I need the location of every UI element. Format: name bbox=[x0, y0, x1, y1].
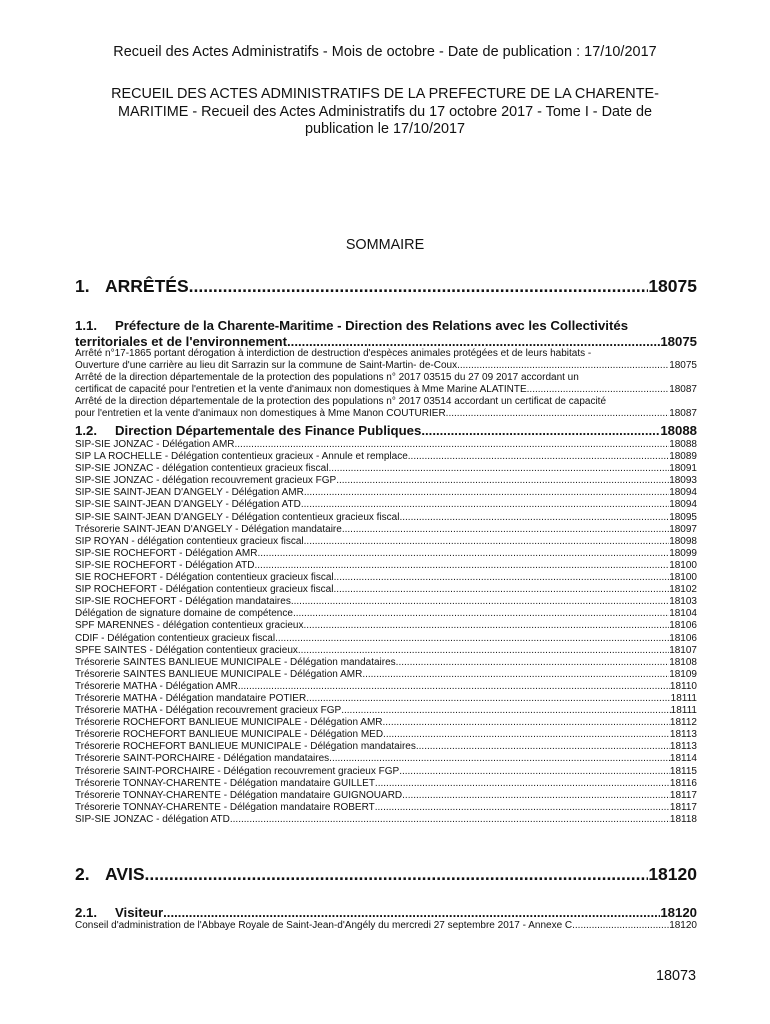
entry-page: 18109 bbox=[669, 668, 697, 680]
entry-text-line: Arrêté n°17-1865 portant dérogation à interdiction de destruction d'espèces animales protégées et de leurs habitats - bbox=[75, 348, 592, 359]
entry-text-line: Arrêté de la direction départementale de la protection des populations n° 2017 03515 du 27 09 2017 accordant un bbox=[75, 372, 579, 384]
entry-page: 18099 bbox=[669, 547, 697, 559]
toc-entry[interactable] bbox=[75, 596, 697, 608]
subsection-page: 18120 bbox=[660, 905, 697, 920]
entry-text: SIE ROCHEFORT - Délégation contentieux gracieux fiscal bbox=[75, 572, 334, 584]
dot-leader bbox=[275, 633, 669, 645]
entry-page: 18094 bbox=[669, 499, 697, 511]
entry-page: 18116 bbox=[669, 777, 697, 789]
toc-entry[interactable] bbox=[75, 633, 697, 645]
entry-page: 18113 bbox=[669, 729, 697, 741]
subsection-number: 2.1. bbox=[75, 905, 97, 920]
toc-entries-visiteur bbox=[75, 920, 697, 932]
toc-entry[interactable] bbox=[75, 753, 697, 765]
toc-entry[interactable] bbox=[75, 608, 697, 620]
entry-page: 18089 bbox=[669, 451, 697, 463]
toc-entry[interactable] bbox=[75, 372, 697, 396]
subsection-label: Visiteur bbox=[115, 905, 164, 920]
entry-page: 18094 bbox=[669, 487, 697, 499]
dot-leader bbox=[328, 463, 669, 475]
toc-entries-prefecture bbox=[75, 348, 697, 421]
entry-text: Trésorerie SAINTES BANLIEUE MUNICIPALE - Délégation AMR bbox=[75, 668, 363, 680]
toc-entry[interactable] bbox=[75, 487, 697, 499]
toc-entry[interactable] bbox=[75, 814, 697, 826]
document-title bbox=[75, 86, 695, 139]
toc-subsection-ddfip[interactable] bbox=[75, 423, 697, 438]
toc-entry[interactable] bbox=[75, 560, 697, 572]
dot-leader bbox=[336, 475, 669, 487]
entry-text: SIP-SIE JONZAC - délégation ATD bbox=[75, 813, 230, 825]
dot-leader bbox=[383, 729, 670, 741]
entry-page: 18118 bbox=[669, 813, 697, 825]
dot-leader bbox=[457, 360, 669, 372]
entry-page: 18111 bbox=[670, 692, 697, 704]
section-label: ARRÊTÉS bbox=[105, 276, 189, 296]
entry-page: 18102 bbox=[669, 584, 697, 596]
entry-page: 18114 bbox=[669, 753, 697, 765]
entry-text: SIP-SIE SAINT-JEAN D'ANGELY - Délégation ATD bbox=[75, 499, 301, 511]
dot-leader bbox=[230, 814, 670, 826]
toc-entry[interactable] bbox=[75, 657, 697, 669]
document-title-line: RECUEIL DES ACTES ADMINISTRATIFS DE LA PREFECTURE DE LA CHARENTE- bbox=[111, 86, 659, 102]
toc-entry[interactable] bbox=[75, 681, 697, 693]
dot-leader bbox=[257, 548, 669, 560]
entry-page: 18106 bbox=[669, 620, 697, 632]
toc-entry[interactable] bbox=[75, 645, 697, 657]
entry-text: Trésorerie TONNAY-CHARENTE - Délégation mandataire ROBERT bbox=[75, 801, 375, 813]
section-number: 1. bbox=[75, 276, 90, 296]
toc-entry[interactable] bbox=[75, 669, 697, 681]
subsection-label: Direction Départementale des Finance Publiques bbox=[115, 423, 422, 438]
toc-entry[interactable] bbox=[75, 729, 697, 741]
dot-leader bbox=[399, 766, 670, 778]
entry-page: 18111 bbox=[670, 705, 697, 717]
toc-entry[interactable] bbox=[75, 572, 697, 584]
entry-text: SPF MARENNES - délégation contentieux gracieux bbox=[75, 620, 304, 632]
toc-entry[interactable] bbox=[75, 475, 697, 487]
entry-page: 18112 bbox=[669, 717, 697, 729]
toc-entry[interactable] bbox=[75, 766, 697, 778]
dot-leader bbox=[235, 439, 670, 451]
entry-text: SIP-SIE JONZAC - Délégation AMR bbox=[75, 439, 235, 450]
entry-page: 18075 bbox=[669, 360, 697, 372]
dot-leader bbox=[446, 408, 670, 420]
section-number: 2. bbox=[75, 864, 90, 884]
entry-text-line: Arrêté de la direction départementale de la protection des populations n° 2017 03514 accordant un certificat de capacité bbox=[75, 396, 607, 408]
page-number: 18073 bbox=[655, 968, 696, 984]
section-page: 18120 bbox=[648, 864, 697, 884]
entry-text: Trésorerie SAINTES BANLIEUE MUNICIPALE - Délégation mandataires bbox=[75, 656, 396, 668]
dot-leader bbox=[163, 905, 660, 920]
entry-text: Trésorerie MATHA - Délégation recouvrement gracieux FGP bbox=[75, 705, 342, 717]
entry-text: SIP-SIE ROCHEFORT - Délégation ATD bbox=[75, 559, 255, 571]
entry-page: 18104 bbox=[669, 608, 697, 620]
toc-entry[interactable] bbox=[75, 451, 697, 463]
dot-leader bbox=[341, 705, 670, 717]
dot-leader bbox=[572, 920, 669, 932]
dot-leader bbox=[396, 657, 670, 669]
toc-entry[interactable] bbox=[75, 584, 697, 596]
entry-text: Trésorerie MATHA - Délégation mandataire POTIER bbox=[75, 692, 307, 704]
entry-text: SIP-SIE SAINT-JEAN D'ANGELY - Délégation contentieux gracieux fiscal bbox=[75, 511, 400, 523]
entry-text: Trésorerie SAINT-PORCHAIRE - Délégation recouvrement gracieux FGP bbox=[75, 765, 400, 777]
toc-entry[interactable] bbox=[75, 396, 697, 420]
toc-entry[interactable] bbox=[75, 548, 697, 560]
entry-text-line: pour l'entretien et la vente d'animaux non domestiques à Mme Manon COUTURIER bbox=[75, 408, 446, 420]
entry-page: 18100 bbox=[669, 572, 697, 584]
entry-page: 18100 bbox=[669, 559, 697, 571]
entry-page: 18093 bbox=[669, 475, 697, 487]
entry-text-line: Ouverture d'une carrière au lieu dit Sarrazin sur la commune de Saint-Martin- de-Coux bbox=[75, 360, 458, 372]
dot-leader bbox=[304, 487, 669, 499]
subsection-number: 1.2. bbox=[75, 423, 97, 438]
entry-text: SPFE SAINTES - Délégation contentieux gracieux bbox=[75, 644, 298, 656]
entry-text: SIP ROYAN - délégation contentieux gracieux fiscal bbox=[75, 535, 304, 547]
entry-page: 18108 bbox=[669, 656, 697, 668]
toc-entry[interactable] bbox=[75, 620, 697, 632]
toc-subsection-prefecture[interactable] bbox=[75, 318, 697, 350]
sommaire-heading: SOMMAIRE bbox=[345, 237, 425, 253]
entry-text: SIP-SIE ROCHEFORT - Délégation AMR bbox=[75, 547, 258, 559]
entry-page: 18097 bbox=[669, 523, 697, 535]
dot-leader bbox=[301, 499, 669, 511]
dot-leader bbox=[383, 717, 670, 729]
entry-page: 18110 bbox=[669, 680, 697, 692]
entry-text: CDIF - Délégation contentieux gracieux fiscal bbox=[75, 632, 276, 644]
entry-text: SIP ROCHEFORT - Délégation contentieux gracieux fiscal bbox=[75, 584, 334, 596]
toc-entry[interactable] bbox=[75, 705, 697, 717]
entry-page: 18087 bbox=[669, 384, 697, 396]
subsection-label-continued: territoriales et de l'environnement bbox=[75, 334, 287, 349]
entry-text: Trésorerie ROCHEFORT BANLIEUE MUNICIPALE - Délégation mandataires bbox=[75, 741, 416, 753]
toc-entry[interactable] bbox=[75, 741, 697, 753]
dot-leader bbox=[527, 384, 670, 396]
toc-entries-ddfip bbox=[75, 439, 697, 826]
toc-subsection-visiteur[interactable] bbox=[75, 905, 697, 920]
toc-entry[interactable] bbox=[75, 920, 697, 932]
entry-text: SIP-SIE JONZAC - délégation contentieux gracieux fiscal bbox=[75, 463, 329, 475]
toc-entry[interactable] bbox=[75, 439, 697, 451]
toc-entry[interactable] bbox=[75, 693, 697, 705]
entry-text: SIP-SIE ROCHEFORT - Délégation mandataires bbox=[75, 596, 291, 608]
dot-leader bbox=[255, 560, 670, 572]
dot-leader bbox=[421, 423, 660, 438]
toc-entry[interactable] bbox=[75, 717, 697, 729]
running-header: Recueil des Actes Administratifs - Mois de octobre - Date de publication : 17/10/2017 bbox=[113, 44, 657, 60]
entry-page: 18113 bbox=[669, 741, 697, 753]
toc-entry[interactable] bbox=[75, 536, 697, 548]
document-title-line: publication le 17/10/2017 bbox=[304, 121, 466, 137]
subsection-page: 18088 bbox=[660, 423, 697, 438]
subsection-label: Préfecture de la Charente-Maritime - Direction des Relations avec les Collectivités bbox=[115, 318, 629, 333]
dot-leader bbox=[298, 645, 669, 657]
toc-entry[interactable] bbox=[75, 524, 697, 536]
entry-page: 18115 bbox=[669, 765, 697, 777]
entry-page: 18107 bbox=[669, 644, 697, 656]
entry-text: SIP LA ROCHELLE - Délégation contentieux gracieux - Annule et remplace bbox=[75, 451, 408, 463]
entry-text: Trésorerie TONNAY-CHARENTE - Délégation mandataire GUIGNOUARD bbox=[75, 789, 403, 801]
entry-page: 18120 bbox=[669, 920, 697, 931]
dot-leader bbox=[238, 681, 670, 693]
toc-section-avis[interactable] bbox=[75, 864, 697, 885]
entry-page: 18091 bbox=[669, 463, 697, 475]
document-title-line: MARITIME - Recueil des Actes Administratifs du 17 octobre 2017 - Tome I - Date de bbox=[117, 103, 653, 120]
entry-text: Trésorerie TONNAY-CHARENTE - Délégation mandataire GUILLET bbox=[75, 777, 375, 789]
entry-page: 18117 bbox=[669, 801, 697, 813]
entry-page: 18103 bbox=[669, 596, 697, 608]
entry-page: 18098 bbox=[669, 535, 697, 547]
subsection-number: 1.1. bbox=[75, 318, 97, 333]
entry-text: Trésorerie ROCHEFORT BANLIEUE MUNICIPALE - Délégation MED bbox=[75, 729, 384, 741]
dot-leader bbox=[329, 753, 670, 765]
dot-leader bbox=[189, 276, 649, 297]
toc-entry[interactable] bbox=[75, 778, 697, 790]
dot-leader bbox=[145, 864, 649, 885]
entry-text-line: certificat de capacité pour l'entretien et la vente d'animaux non domestiques à Mme Marine ALATINTE bbox=[75, 384, 527, 396]
entry-text: Trésorerie SAINT-PORCHAIRE - Délégation mandataires bbox=[75, 753, 330, 765]
dot-leader bbox=[362, 669, 669, 681]
dot-leader bbox=[333, 584, 669, 596]
toc-entry[interactable] bbox=[75, 512, 697, 524]
dot-leader bbox=[375, 778, 670, 790]
dot-leader bbox=[334, 572, 670, 584]
toc-section-arretes[interactable] bbox=[75, 276, 697, 297]
entry-text: SIP-SIE SAINT-JEAN D'ANGELY - Délégation AMR bbox=[75, 487, 304, 499]
entry-text: Trésorerie SAINT-JEAN D'ANGELY - Délégation mandataire bbox=[75, 523, 342, 535]
entry-page: 18117 bbox=[669, 789, 697, 801]
dot-leader bbox=[306, 693, 670, 705]
entry-text: Trésorerie MATHA - Délégation AMR bbox=[75, 680, 238, 692]
entry-page: 18087 bbox=[669, 408, 697, 420]
toc-entry[interactable] bbox=[75, 790, 697, 802]
dot-leader bbox=[303, 620, 669, 632]
entry-page: 18088 bbox=[669, 439, 697, 450]
dot-leader bbox=[416, 741, 670, 753]
entry-text: Trésorerie ROCHEFORT BANLIEUE MUNICIPALE - Délégation AMR bbox=[75, 717, 383, 729]
entry-text: SIP-SIE JONZAC - délégation recouvrement gracieux FGP bbox=[75, 475, 337, 487]
toc-entry[interactable] bbox=[75, 348, 697, 372]
dot-leader bbox=[399, 512, 669, 524]
entry-text: Conseil d'administration de l'Abbaye Royale de Saint-Jean-d'Angély du mercredi 27 septembre 2017 - Annexe C bbox=[75, 920, 573, 931]
section-label: AVIS bbox=[105, 864, 145, 884]
dot-leader bbox=[293, 608, 669, 620]
entry-text: Délégation de signature domaine de compétence bbox=[75, 608, 293, 620]
entry-page: 18095 bbox=[669, 511, 697, 523]
section-page: 18075 bbox=[648, 276, 697, 296]
toc-entry[interactable] bbox=[75, 463, 697, 475]
dot-leader bbox=[402, 790, 670, 802]
dot-leader bbox=[408, 451, 669, 463]
subsection-page: 18075 bbox=[660, 334, 697, 349]
dot-leader bbox=[304, 536, 670, 548]
dot-leader bbox=[342, 524, 669, 536]
toc-entry[interactable] bbox=[75, 499, 697, 511]
entry-page: 18106 bbox=[669, 632, 697, 644]
dot-leader bbox=[291, 596, 669, 608]
dot-leader bbox=[375, 802, 670, 814]
toc-entry[interactable] bbox=[75, 802, 697, 814]
